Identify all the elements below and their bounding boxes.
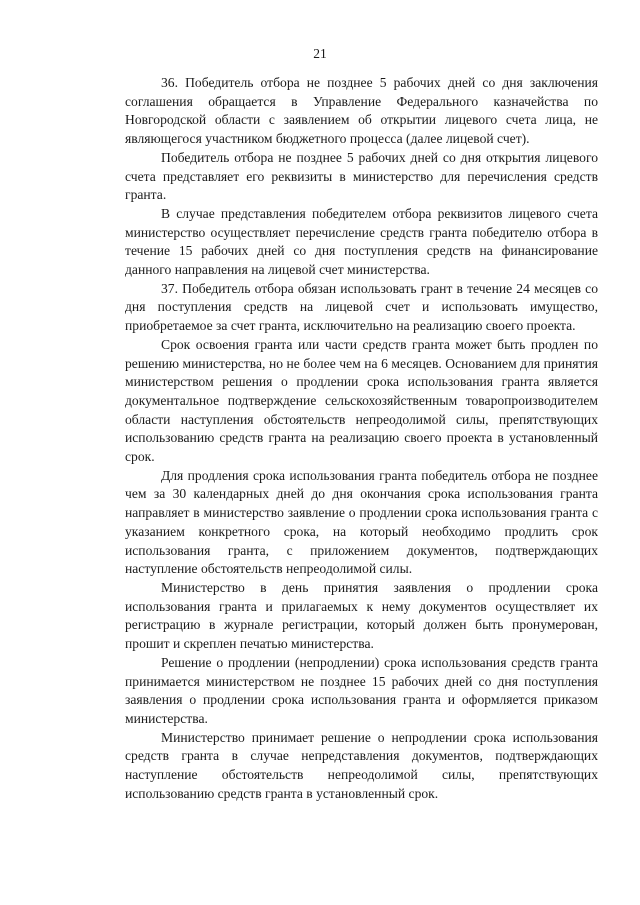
- page-number: 21: [313, 46, 327, 61]
- paragraph-extension-refusal: Министерство принимает решение о непродлении срока использования средств гранта в случае непредставления документов, подтверждающих наступление обстоятельств непреодолимой силы, препятствующих использованию средств гранта в установленный срок.: [125, 729, 598, 801]
- paragraph-term-extension: Срок освоения гранта или части средств гранта может быть продлен по решению министерства, но не более чем на 6 месяцев. Основанием для принятия министерством решения о продлении срока использования гранта является документальное подтверждение сельскохозяйственным товаропроизводителем области наступления обстоятельств непреодолимой силы, препятствующих использованию средств гранта на реализацию своего проекта в установленный срок.: [125, 336, 598, 465]
- paragraph-37-grant-usage-term: 37. Победитель отбора обязан использовать грант в течение 24 месяцев со дня поступления средств на лицевой счет и использовать имущество, приобретаемое за счет гранта, исключительно на реализацию своего проекта.: [125, 280, 598, 334]
- paragraph-application-registration: Министерство в день принятия заявления о продлении срока использования гранта и прилагаемых к нему документов осуществляет их регистрацию в журнале регистрации, который должен быть пронумерован, прошит и скреплен печатью министерства.: [125, 579, 598, 652]
- paragraph-36-account-opening: 36. Победитель отбора не позднее 5 рабочих дней со дня заключения соглашения обращается в Управление Федерального казначейства по Новгородской области с заявлением об открытии лицевого счета лица, не являющегося участником бюджетного процесса (далее лицевой счет).: [125, 75, 598, 147]
- document-body: [125, 74, 598, 803]
- paragraph-account-details: Победитель отбора не позднее 5 рабочих дней со дня открытия лицевого счета представляет его реквизиты в министерство для перечисления средств гранта.: [125, 149, 598, 203]
- paragraph-extension-decision: Решение о продлении (непродлении) срока использования средств гранта принимается министерством не позднее 15 рабочих дней со дня поступления заявления о продлении срока использования гранта и оформляется приказом министерства.: [125, 654, 598, 726]
- paragraph-extension-application: Для продления срока использования гранта победитель отбора не позднее чем за 30 календарных дней до дня окончания срока использования гранта направляет в министерство заявление о продлении срока использования гранта с указанием конкретного срока, на который необходимо продлить срок использования гранта, с приложением документов, подтверждающих наступление обстоятельств непреодолимой силы.: [125, 467, 598, 577]
- paragraph-grant-transfer: В случае представления победителем отбора реквизитов лицевого счета министерство осуществляет перечисление средств гранта победителю отбора в течение 15 рабочих дней со дня поступления средств на финансирование данного направления на лицевой счет министерства.: [125, 205, 598, 278]
